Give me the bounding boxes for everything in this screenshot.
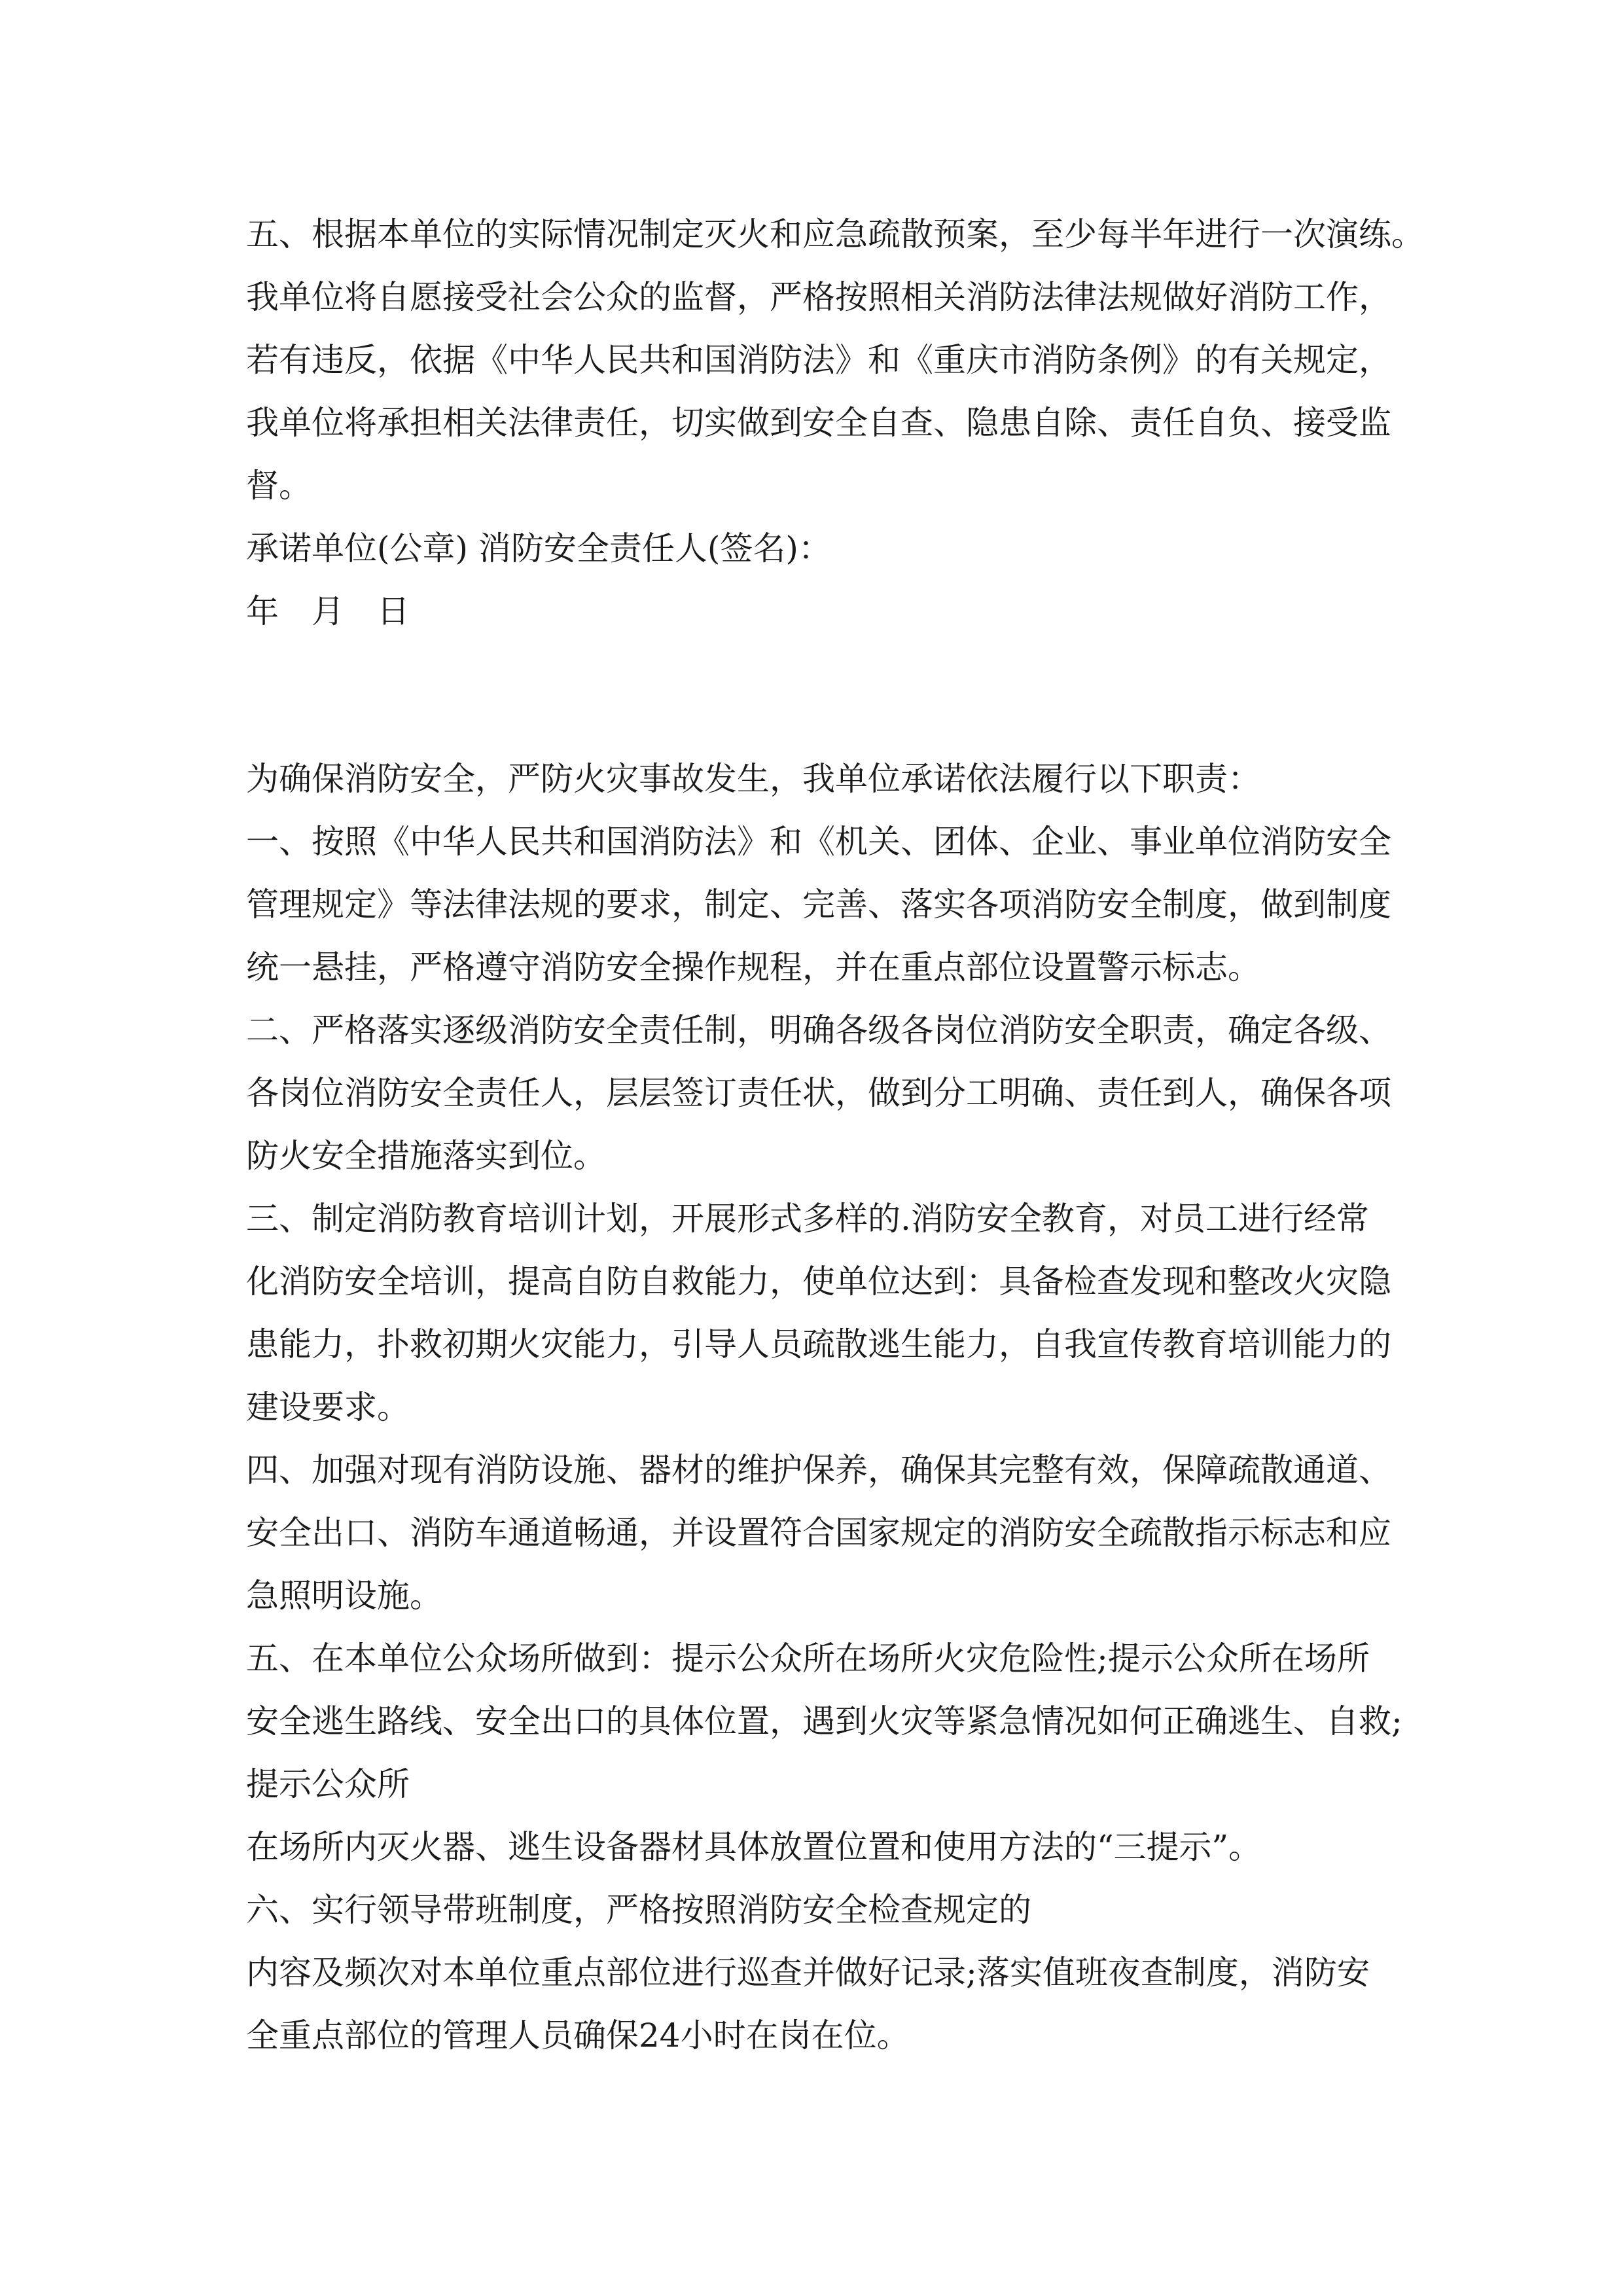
paragraph-line: 全重点部位的管理人员确保24小时在岗在位。 (246, 2017, 910, 2054)
paragraph-line: 化消防安全培训，提高自防自救能力，使单位达到：具备检查发现和整改火灾隐 (246, 1263, 1391, 1300)
paragraph-line: 五、在本单位公众场所做到：提示公众所在场所火灾危险性;提示公众所在场所 (246, 1640, 1370, 1677)
paragraph-line: 二、严格落实逐级消防安全责任制，明确各级各岗位消防安全职责，确定各级、 (246, 1011, 1391, 1049)
paragraph-line: 建设要求。 (246, 1388, 410, 1426)
date-line (246, 580, 1385, 643)
paragraph-line: 若有违反，依据《中华人民共和国消防法》和《重庆市消防条例》的有关规定， (246, 341, 1391, 379)
section-spacer (246, 643, 1385, 747)
paragraph-line: 五、根据本单位的实际情况制定灭火和应急疏散预案，至少每半年进行一次演练。 (246, 215, 1424, 253)
paragraph-line: 统一悬挂，严格遵守消防安全操作规程，并在重点部位设置警示标志。 (246, 948, 1260, 986)
date-month: 月 (312, 592, 344, 630)
document-body (246, 203, 1424, 2067)
paragraph-line: 提示公众所 (246, 1765, 410, 1803)
paragraph-line: 各岗位消防安全责任人，层层签订责任状，做到分工明确、责任到人，确保各项 (246, 1074, 1391, 1112)
paragraph-line: 管理规定》等法律法规的要求，制定、完善、落实各项消防安全制度，做到制度 (246, 886, 1391, 924)
paragraph-line: 急照明设施。 (246, 1577, 442, 1615)
date-day: 日 (377, 592, 410, 630)
paragraph-line: 安全出口、消防车通道畅通，并设置符合国家规定的消防安全疏散指示标志和应 (246, 1514, 1391, 1552)
paragraph-line: 一、按照《中华人民共和国消防法》和《机关、团体、企业、事业单位消防安全 (246, 823, 1391, 861)
paragraph-line: 在场所内灭火器、逃生设备器材具体放置位置和使用方法的“三提示”。 (246, 1828, 1262, 1866)
paragraph-line: 安全逃生路线、安全出口的具体位置，遇到火灾等紧急情况如何正确逃生、自救; (246, 1702, 1402, 1740)
paragraph-line: 患能力，扑救初期火灾能力，引导人员疏散逃生能力，自我宣传教育培训能力的 (246, 1325, 1391, 1363)
signature-line: 承诺单位(公章) 消防安全责任人(签名)： (246, 529, 831, 567)
paragraph-line: 我单位将自愿接受社会公众的监督，严格按照相关消防法律法规做好消防工作， (246, 278, 1391, 316)
paragraph-line: 督。 (246, 467, 312, 505)
paragraph-line: 三、制定消防教育培训计划，开展形式多样的.消防安全教育，对员工进行经常 (246, 1200, 1369, 1238)
paragraph-line: 四、加强对现有消防设施、器材的维护保养，确保其完整有效，保障疏散通道、 (246, 1451, 1391, 1489)
paragraph-line: 我单位将承担相关法律责任，切实做到安全自查、隐患自除、责任自负、接受监 (246, 404, 1391, 442)
paragraph-line: 防火安全措施落实到位。 (246, 1137, 606, 1175)
date-year: 年 (246, 592, 279, 630)
intro-line: 为确保消防安全，严防火灾事故发生，我单位承诺依法履行以下职责： (246, 760, 1260, 798)
paragraph-line: 六、实行领导带班制度，严格按照消防安全检查规定的 (246, 1891, 1031, 1929)
paragraph-line: 内容及频次对本单位重点部位进行巡查并做好记录;落实值班夜查制度，消防安 (246, 1954, 1370, 1992)
